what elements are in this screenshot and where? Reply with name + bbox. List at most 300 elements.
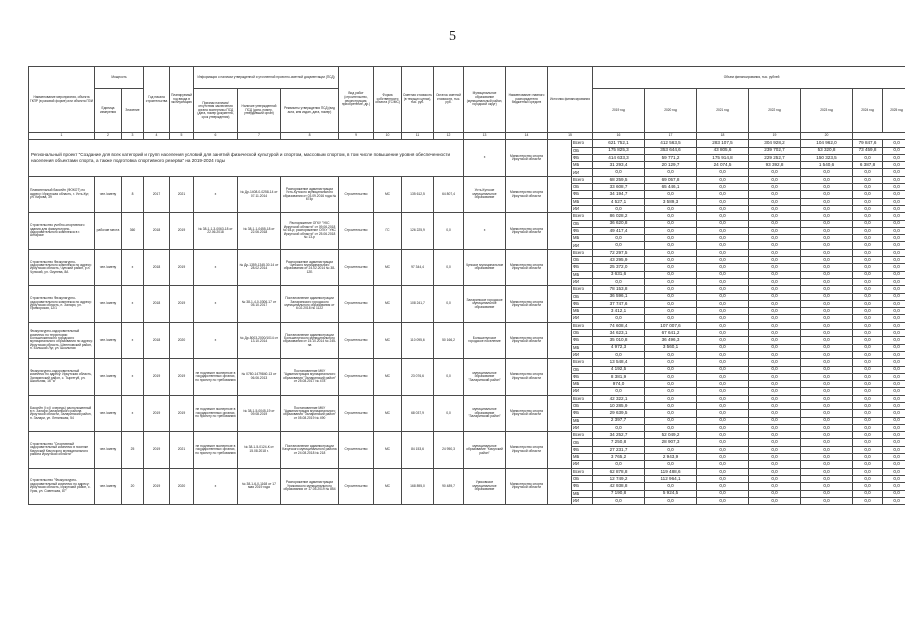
object-end: 2021	[170, 176, 194, 212]
amount: 0,0	[801, 344, 853, 351]
col-year: 2022 год	[749, 89, 801, 133]
amount: 0,0	[883, 315, 905, 322]
amount: 0,0	[853, 322, 883, 329]
amount: 0,0	[697, 271, 749, 278]
amount: 0,0	[749, 490, 801, 497]
amount: 0,0	[645, 461, 697, 468]
amount: 0,0	[883, 351, 905, 358]
amount: 0,0	[853, 235, 883, 242]
amount: 0,0	[645, 191, 697, 198]
amount: 0,0	[801, 388, 853, 395]
amount: 34 623,1	[593, 330, 645, 337]
amount: 0,0	[883, 300, 905, 307]
amount: 67 641,2	[645, 330, 697, 337]
amount: 0,0	[853, 402, 883, 409]
amount: 0,0	[853, 454, 883, 461]
amount: 0,0	[853, 461, 883, 468]
object-psd: № Др-1359-1345.30.14 от 28.02.2014	[238, 249, 281, 285]
column-number: 17	[645, 133, 697, 140]
amount: 0,0	[853, 468, 883, 475]
column-number: 13	[464, 133, 506, 140]
amount: 72 297,5	[593, 249, 645, 256]
source-label: Всего	[572, 213, 593, 220]
amount: 304 928,2	[749, 140, 801, 147]
amount: 0,0	[697, 315, 749, 322]
amount: 3 765,2	[593, 454, 645, 461]
amount: 93 392,8	[749, 162, 801, 169]
source-label: Всего	[572, 176, 593, 183]
source-label: ИИ	[572, 351, 593, 358]
amount: 0,0	[645, 388, 697, 395]
object-unit: чел./смену	[95, 176, 122, 212]
object-value: х	[122, 395, 144, 431]
amount: 0,0	[697, 330, 749, 337]
object-start: 2018	[144, 249, 170, 285]
amount: 150 323,5	[801, 154, 853, 161]
amount: 0,0	[697, 432, 749, 439]
col-psd-date: Наличие утвержденной ПСД (дата, номер, утвердивший орган)	[238, 89, 281, 133]
amount: 0,0	[593, 242, 645, 249]
amount: 0,0	[883, 446, 905, 453]
amount: 0,0	[749, 220, 801, 227]
amount: 0,0	[645, 264, 697, 271]
source-label: МБ	[572, 162, 593, 169]
amount: 0,0	[697, 344, 749, 351]
amount: 4 972,3	[593, 344, 645, 351]
col-psd-req: Реквизиты утверждения ПСД (вид акта, кем издан, дата, номер)	[281, 89, 339, 133]
object-work: Строительство	[339, 432, 374, 468]
amount: 0,0	[697, 198, 749, 205]
object-end: 2021	[170, 432, 194, 468]
amount: 0,0	[697, 373, 749, 380]
amount: 3 412,1	[593, 308, 645, 315]
object-row	[29, 468, 905, 475]
amount: 0,0	[883, 417, 905, 424]
amount: 0,0	[645, 227, 697, 234]
object-work: Строительство	[339, 286, 374, 322]
amount: 0,0	[853, 417, 883, 424]
amount: 0,0	[645, 351, 697, 358]
object-cost: 84 153,6	[402, 432, 434, 468]
object-start: 2018	[144, 322, 170, 358]
object-rest: 0,0	[434, 395, 464, 431]
object-value: 25	[122, 432, 144, 468]
amount: 0,0	[645, 395, 697, 402]
amount: 0,0	[853, 293, 883, 300]
amount: 0,0	[883, 235, 905, 242]
column-number: 9	[339, 133, 374, 140]
amount: 0,0	[801, 220, 853, 227]
amount: 0,0	[801, 249, 853, 256]
object-psd: № 38-1-5-0045-19 от 09.08.2019	[238, 395, 281, 431]
object-start: 2019	[144, 395, 170, 431]
amount: 0,0	[801, 337, 853, 344]
amount: 0,0	[645, 205, 697, 212]
amount: 36 596,1	[593, 293, 645, 300]
object-psd: № 38-1-5-0124-К от 15.08.2018 г.	[238, 432, 281, 468]
column-number: 4	[144, 133, 170, 140]
amount: 0,0	[697, 249, 749, 256]
amount: 0,0	[749, 351, 801, 358]
source-label: ИИ	[572, 169, 593, 176]
source-label: Всего	[572, 249, 593, 256]
amount: 0,0	[883, 461, 905, 468]
object-unit: чел./смену	[95, 286, 122, 322]
object-own: МС	[374, 468, 402, 504]
object-row	[29, 322, 905, 329]
amount: 0,0	[749, 461, 801, 468]
amount: 0,0	[801, 424, 853, 431]
amount: 0,0	[749, 278, 801, 285]
amount: 0,0	[697, 468, 749, 475]
object-name: Строительство учебно-спортивного здания для физкультурно-оздоровительного комплекса в г. Ангарске	[29, 213, 95, 249]
amount: 0,0	[883, 381, 905, 388]
amount: 0,0	[883, 147, 905, 154]
amount: 0,0	[853, 351, 883, 358]
source-label: МБ	[572, 198, 593, 205]
object-work: Строительство	[339, 249, 374, 285]
col-capacity: Мощность	[95, 67, 144, 89]
amount: 0,0	[801, 257, 853, 264]
amount: 12 749,2	[593, 475, 645, 482]
object-value: х	[122, 286, 144, 322]
amount: 0,0	[697, 322, 749, 329]
amount: 33 608,7	[593, 184, 645, 191]
amount: 0,0	[801, 468, 853, 475]
amount: 0,0	[749, 191, 801, 198]
object-value: 8	[122, 176, 144, 212]
object-cost: 97 344,4	[402, 249, 434, 285]
object-row	[29, 249, 905, 256]
source-label: ОБ	[572, 330, 593, 337]
amount: 412 563,5	[645, 140, 697, 147]
col-year: 2019 год	[593, 89, 645, 133]
source-label: ИИ	[572, 205, 593, 212]
amount: 0,0	[749, 475, 801, 482]
object-mo: Усть-Кутское муниципальное образование	[464, 176, 506, 212]
amount: 35 010,8	[593, 337, 645, 344]
amount: 0,0	[697, 454, 749, 461]
object-start: 2017	[144, 176, 170, 212]
amount: 73 459,8	[853, 147, 883, 154]
amount: 0,0	[645, 249, 697, 256]
object-gr: Министерство спорта Иркутской области	[506, 468, 548, 504]
amount: 0,0	[749, 432, 801, 439]
amount: 0,0	[593, 235, 645, 242]
source-label: ОБ	[572, 220, 593, 227]
amount: 0,0	[749, 483, 801, 490]
amount: 0,0	[853, 300, 883, 307]
amount: 0,0	[645, 366, 697, 373]
amount: 0,0	[853, 278, 883, 285]
amount: 0,0	[593, 205, 645, 212]
amount: 0,0	[883, 227, 905, 234]
amount: 0,0	[853, 366, 883, 373]
column-number: 16	[593, 133, 645, 140]
object-gr: Министерство спорта Иркутской области	[506, 249, 548, 285]
object-expert: х	[194, 249, 238, 285]
object-name: Плавательный бассейн (ФОКОТ) по адресу: Иркутская область, г. Усть-Кут, ул. Кирова, 39	[29, 176, 95, 212]
source-label: ФБ	[572, 264, 593, 271]
object-row	[29, 213, 905, 220]
amount: 0,0	[801, 191, 853, 198]
column-number: 5	[170, 133, 194, 140]
amount: 0,0	[749, 271, 801, 278]
amount: 0,0	[801, 381, 853, 388]
amount: 8 381,9	[593, 373, 645, 380]
object-spacer	[548, 395, 572, 431]
amount: 53 320,8	[801, 147, 853, 154]
amount: 0,0	[697, 213, 749, 220]
amount: 0,0	[749, 242, 801, 249]
object-unit: чел./смену	[95, 432, 122, 468]
amount: 0,0	[645, 402, 697, 409]
amount: 175 914,8	[697, 154, 749, 161]
amount: 0,0	[883, 359, 905, 366]
object-psd: № Др-1408-0-0258-14 от 07.11.2014	[238, 176, 281, 212]
object-psd: № 38-1-4-0-0306-17 от 05.10.2017	[238, 286, 281, 322]
amount: 0,0	[593, 388, 645, 395]
amount: 0,0	[883, 176, 905, 183]
object-unit: чел./смену	[95, 359, 122, 395]
amount: 0,0	[853, 497, 883, 504]
amount: 0,0	[749, 497, 801, 504]
object-expert: х	[194, 176, 238, 212]
amount: 0,0	[801, 264, 853, 271]
col-mo: Муниципальное образование (муниципальный район, городской округ)	[464, 67, 506, 133]
object-psd-req: Постановление администрации Заларинского городского муниципального образования от 6.02.2018 № 1122	[281, 286, 339, 322]
object-gr: Министерство спорта Иркутской области	[506, 213, 548, 249]
amount: 0,0	[697, 169, 749, 176]
amount: 2 943,9	[645, 454, 697, 461]
amount: 0,0	[883, 169, 905, 176]
source-label: МБ	[572, 417, 593, 424]
object-row	[29, 432, 905, 439]
object-start: 2019	[144, 468, 170, 504]
amount: 353 644,6	[645, 147, 697, 154]
object-row	[29, 395, 905, 402]
amount: 27 231,7	[593, 446, 645, 453]
amount: 0,0	[801, 227, 853, 234]
amount: 0,0	[801, 293, 853, 300]
amount: 0,0	[697, 242, 749, 249]
amount: 0,0	[883, 162, 905, 169]
amount: 0,0	[697, 410, 749, 417]
amount: 43 295,9	[593, 257, 645, 264]
amount: 0,0	[883, 424, 905, 431]
amount: 0,0	[853, 483, 883, 490]
source-label: Всего	[572, 395, 593, 402]
amount: 0,0	[697, 395, 749, 402]
amount: 0,0	[749, 344, 801, 351]
object-spacer	[548, 176, 572, 212]
object-rest: 0,0	[434, 213, 464, 249]
object-spacer	[548, 468, 572, 504]
amount: 0,0	[853, 439, 883, 446]
amount: 0,0	[749, 235, 801, 242]
source-label: Всего	[572, 322, 593, 329]
object-cost: 23 076,6	[402, 359, 434, 395]
amount: 25 372,0	[593, 264, 645, 271]
amount: 0,0	[853, 359, 883, 366]
source-label: МБ	[572, 381, 593, 388]
amount: 0,0	[697, 220, 749, 227]
object-own: МС	[374, 176, 402, 212]
amount: 0,0	[883, 242, 905, 249]
amount: 0,0	[853, 446, 883, 453]
amount: 0,0	[853, 330, 883, 337]
object-cost: 135 612,5	[402, 176, 434, 212]
table-header	[29, 67, 905, 133]
amount: 0,0	[883, 191, 905, 198]
amount: 0,0	[645, 315, 697, 322]
amount: 0,0	[883, 432, 905, 439]
object-psd: № 38-1-1-0455-18 от 22.06.2018	[238, 213, 281, 249]
amount: 0,0	[645, 169, 697, 176]
amount: 34 252,7	[593, 432, 645, 439]
object-unit: чел./смену	[95, 468, 122, 504]
amount: 0,0	[801, 176, 853, 183]
column-number: 12	[434, 133, 464, 140]
amount: 0,0	[853, 220, 883, 227]
source-label: ОБ	[572, 439, 593, 446]
amount: 414 633,3	[593, 154, 645, 161]
amount: 0,0	[645, 424, 697, 431]
amount: 29 639,5	[593, 410, 645, 417]
amount: 0,0	[853, 176, 883, 183]
amount: 7 190,8	[593, 490, 645, 497]
amount: 0,0	[883, 344, 905, 351]
amount: 0,0	[593, 424, 645, 431]
object-rest: 50 166,2	[434, 322, 464, 358]
object-work: Строительство	[339, 468, 374, 504]
object-mo: муниципальное образование "Качугский район"	[464, 432, 506, 468]
amount: 0,0	[801, 475, 853, 482]
object-work: Строительство	[339, 359, 374, 395]
object-gr: Министерство спорта Иркутской области	[506, 176, 548, 212]
column-number: 1	[29, 133, 95, 140]
amount: 0,0	[697, 293, 749, 300]
source-label: ИИ	[572, 242, 593, 249]
source-label: ОБ	[572, 184, 593, 191]
amount: 0,0	[883, 184, 905, 191]
amount: 0,0	[801, 330, 853, 337]
amount: 0,0	[853, 205, 883, 212]
source-label: ИИ	[572, 315, 593, 322]
amount: 0,0	[853, 315, 883, 322]
amount: 0,0	[593, 315, 645, 322]
amount: 0,0	[697, 191, 749, 198]
amount: 0,0	[697, 475, 749, 482]
object-value: х	[122, 359, 144, 395]
amount: 0,0	[883, 322, 905, 329]
object-own: МС	[374, 432, 402, 468]
amount: 104 962,0	[801, 140, 853, 147]
col-own: Форма собственности объекта (ГС/МС)	[374, 67, 402, 133]
amount: 0,0	[645, 257, 697, 264]
amount: 0,0	[749, 213, 801, 220]
amount: 107 007,6	[645, 322, 697, 329]
amount: 0,0	[853, 373, 883, 380]
amount: 0,0	[749, 257, 801, 264]
amount: 0,0	[697, 308, 749, 315]
amount: 52 049,2	[645, 432, 697, 439]
source-label: МБ	[572, 235, 593, 242]
amount: 3 631,6	[593, 271, 645, 278]
amount: 2 397,7	[593, 417, 645, 424]
amount: 621 752,1	[593, 140, 645, 147]
amount: 0,0	[853, 154, 883, 161]
object-gr: Министерство спорта Иркутской области	[506, 432, 548, 468]
amount: 0,0	[645, 497, 697, 504]
amount: 0,0	[801, 497, 853, 504]
object-psd-req: Постановление администрации Качугского муниципального района от 24.08.2018 № 218	[281, 432, 339, 468]
amount: 112 964,1	[645, 475, 697, 482]
object-value: 20	[122, 468, 144, 504]
source-label: Всего	[572, 286, 593, 293]
amount: 0,0	[801, 242, 853, 249]
amount: 0,0	[645, 359, 697, 366]
amount: 42 322,1	[593, 395, 645, 402]
col-unit: Единица измерения	[95, 89, 122, 133]
amount: 0,0	[853, 271, 883, 278]
object-spacer	[548, 432, 572, 468]
column-number: 3	[122, 133, 144, 140]
col-year: 2025 год	[883, 89, 905, 133]
source-label: ОБ	[572, 147, 593, 154]
amount: 0,0	[749, 198, 801, 205]
object-end: 2020	[170, 322, 194, 358]
object-gr: Министерство спорта Иркутской области	[506, 395, 548, 431]
amount: 0,0	[697, 439, 749, 446]
amount: 13 548,4	[593, 359, 645, 366]
object-row	[29, 286, 905, 293]
amount: 0,0	[883, 388, 905, 395]
amount: 0,0	[883, 278, 905, 285]
object-psd-req: Распоряжение администрации Усть-Кутского муниципального образования от 03.09.2016 года № 674р	[281, 176, 339, 212]
object-name: Физкультурно-оздоровительный комплекс по территории Большеокинского городского муниципального образования по адресу: Иркутская область, Шелеховский район, п. Большой Луг, ул. Школьная	[29, 322, 95, 358]
amount: 0,0	[749, 381, 801, 388]
amount: 0,0	[883, 483, 905, 490]
amount: 0,0	[853, 257, 883, 264]
amount: 49 417,4	[593, 227, 645, 234]
amount: 0,0	[749, 417, 801, 424]
object-end: 2019	[170, 359, 194, 395]
amount: 0,0	[749, 439, 801, 446]
col-gr: Наименование главного распорядителя бюджетных средств	[506, 67, 548, 133]
amount: 0,0	[853, 388, 883, 395]
object-mo: муниципальное образование "Заларинский район"	[464, 359, 506, 395]
amount: 0,0	[645, 242, 697, 249]
amount: 0,0	[749, 176, 801, 183]
region-gr: Министерство спорта Иркутской области	[506, 140, 548, 176]
amount: 0,0	[883, 497, 905, 504]
amount: 0,0	[883, 366, 905, 373]
object-work: Строительство	[339, 395, 374, 431]
amount: 0,0	[801, 410, 853, 417]
object-value: 360	[122, 213, 144, 249]
source-label: ФБ	[572, 337, 593, 344]
col-end: Планируемый год ввода в эксплуатацию	[170, 67, 194, 133]
object-mo: х	[464, 213, 506, 249]
amount: 0,0	[645, 446, 697, 453]
object-psd-req: Постановление МКУ "Администрация муниципального образования "Заларинский район" от 05.08.2019 № 490	[281, 395, 339, 431]
amount: 59 771,2	[645, 154, 697, 161]
object-mo: Заларинское городское муниципальное образование	[464, 286, 506, 322]
source-label: ИИ	[572, 461, 593, 468]
source-label: ИИ	[572, 278, 593, 285]
page-number: 5	[449, 29, 456, 44]
